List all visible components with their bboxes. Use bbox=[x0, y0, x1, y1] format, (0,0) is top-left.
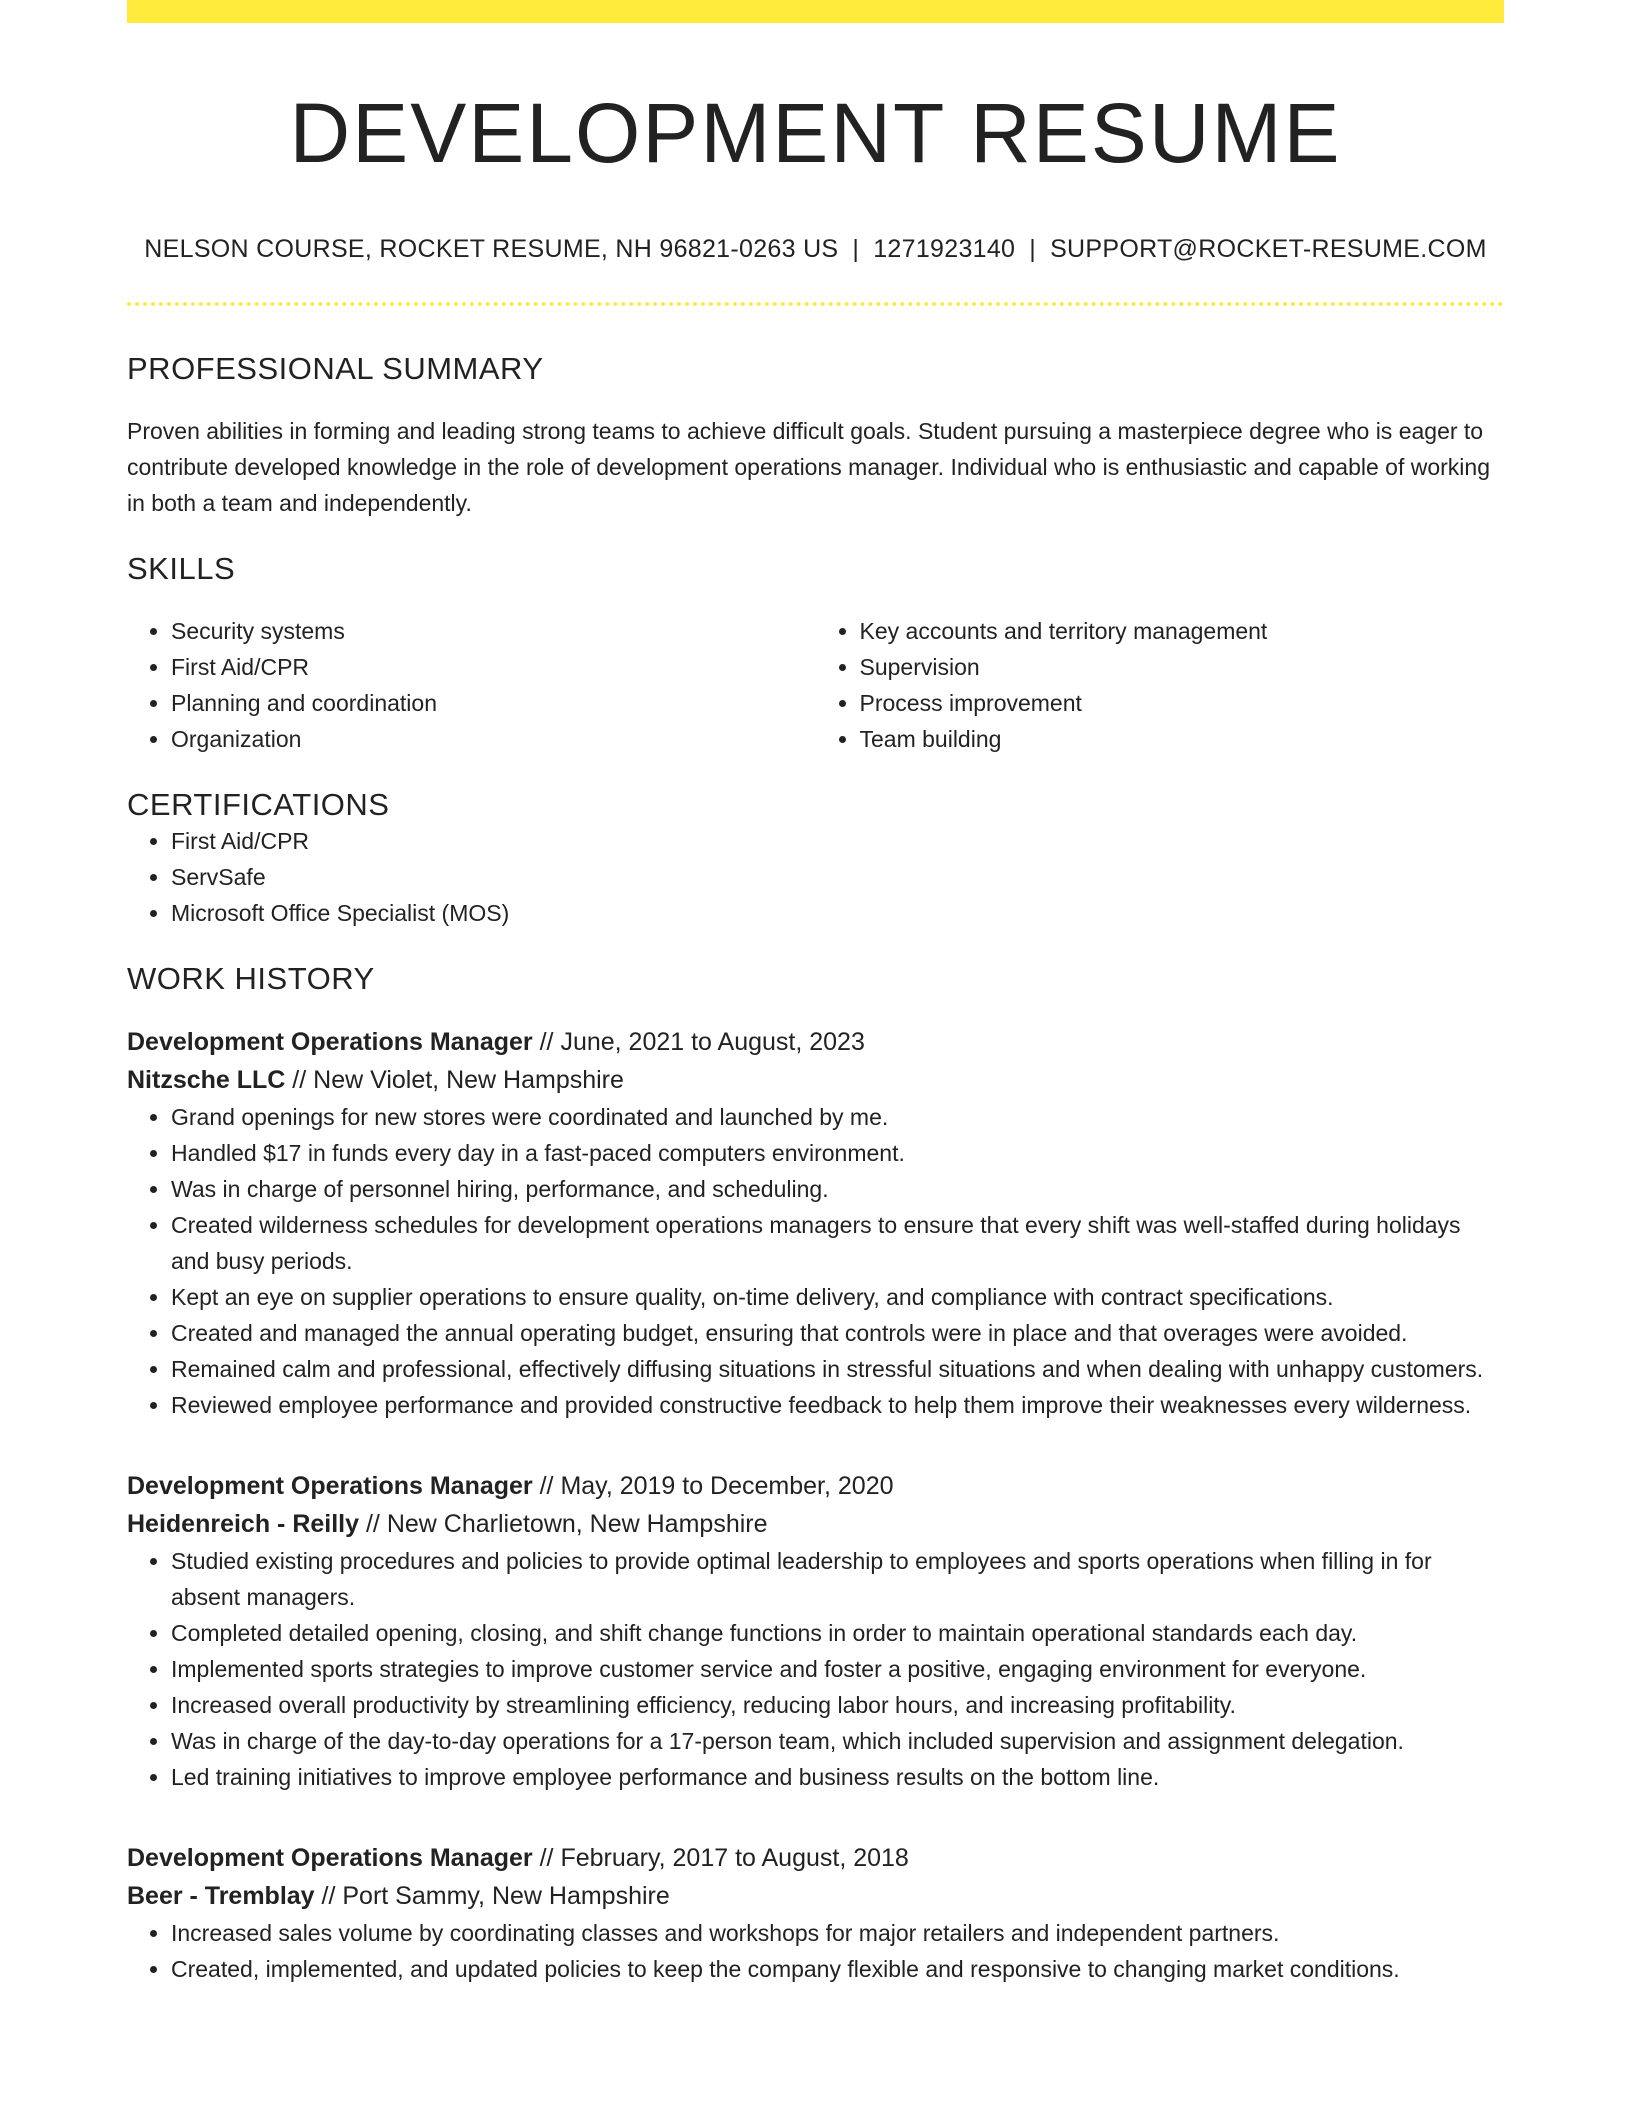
skill-item: • Key accounts and territory management bbox=[860, 613, 1505, 649]
contact-separator: | bbox=[852, 235, 860, 264]
job-title: Development Operations Manager bbox=[127, 1844, 533, 1873]
page-title: DEVELOPMENT RESUME bbox=[289, 86, 1342, 180]
job-bullet: • Was in charge of personnel hiring, performance, and scheduling. bbox=[171, 1171, 1504, 1207]
skill-item: • Planning and coordination bbox=[171, 685, 816, 721]
job-bullets bbox=[127, 1543, 1504, 1795]
summary-heading: PROFESSIONAL SUMMARY bbox=[127, 351, 544, 387]
job-title-line bbox=[127, 1023, 1504, 1061]
job-entry bbox=[127, 1467, 1504, 1795]
contact-separator: | bbox=[1029, 235, 1037, 264]
job-bullet: • Handled $17 in funds every day in a fast-paced computers environment. bbox=[171, 1135, 1504, 1171]
job-bullet: • Was in charge of the day-to-day operations for a 17-person team, which included supervision and assignment delegation. bbox=[171, 1723, 1504, 1759]
contact-phone: 1271923140 bbox=[873, 235, 1016, 264]
contact-email: SUPPORT@ROCKET-RESUME.COM bbox=[1050, 235, 1487, 264]
skills-list-left bbox=[127, 613, 816, 757]
job-bullet: • Remained calm and professional, effectively diffusing situations in stressful situations and when dealing with unhappy customers. bbox=[171, 1351, 1504, 1387]
summary-text: Proven abilities in forming and leading strong teams to achieve difficult goals. Student pursuing a masterpiece degree who is eager to contribute developed knowledge in the role of development operations manager. Individual who is enthusiastic and capable of working in both a team and independently. bbox=[127, 418, 1490, 517]
job-bullet: • Reviewed employee performance and provided constructive feedback to help them improve their weaknesses every wilderness. bbox=[171, 1387, 1504, 1423]
skill-item: • Supervision bbox=[860, 649, 1505, 685]
certifications-list bbox=[127, 823, 1504, 931]
job-bullet: • Completed detailed opening, closing, and shift change functions in order to maintain operational standards each day. bbox=[171, 1615, 1504, 1651]
certifications-heading: CERTIFICATIONS bbox=[127, 787, 390, 823]
job-title: Development Operations Manager bbox=[127, 1028, 533, 1057]
job-company: Nitzsche LLC bbox=[127, 1066, 286, 1095]
certification-item: • ServSafe bbox=[171, 859, 1504, 895]
accent-bar bbox=[127, 0, 1504, 23]
certification-item: • Microsoft Office Specialist (MOS) bbox=[171, 895, 1504, 931]
skill-item: • Process improvement bbox=[860, 685, 1505, 721]
contact-line bbox=[127, 235, 1504, 264]
job-location: // New Charlietown, New Hampshire bbox=[359, 1510, 768, 1539]
job-title: Development Operations Manager bbox=[127, 1472, 533, 1501]
job-company-line bbox=[127, 1061, 1504, 1099]
job-bullets bbox=[127, 1915, 1504, 1987]
job-entry bbox=[127, 1839, 1504, 1987]
job-bullet: • Increased sales volume by coordinating classes and workshops for major retailers and independent partners. bbox=[171, 1915, 1504, 1951]
job-bullet: • Led training initiatives to improve employee performance and business results on the bottom line. bbox=[171, 1759, 1504, 1795]
certification-item: • First Aid/CPR bbox=[171, 823, 1504, 859]
skill-item: • Organization bbox=[171, 721, 816, 757]
dotted-divider bbox=[127, 302, 1504, 306]
job-company-line bbox=[127, 1505, 1504, 1543]
job-bullet: • Created wilderness schedules for development operations managers to ensure that every shift was well-staffed during holidays and busy periods. bbox=[171, 1207, 1504, 1279]
job-entry bbox=[127, 1023, 1504, 1423]
job-bullet: • Grand openings for new stores were coordinated and launched by me. bbox=[171, 1099, 1504, 1135]
skills-list-right bbox=[816, 613, 1505, 757]
summary-section bbox=[127, 351, 1504, 521]
job-bullet: • Created, implemented, and updated policies to keep the company flexible and responsive to changing market conditions. bbox=[171, 1951, 1504, 1987]
skill-item: • Security systems bbox=[171, 613, 816, 649]
skills-section bbox=[127, 551, 1504, 757]
job-title-line bbox=[127, 1839, 1504, 1877]
job-bullet: • Studied existing procedures and policies to provide optimal leadership to employees and sports operations when filling in for absent managers. bbox=[171, 1543, 1504, 1615]
job-bullet: • Increased overall productivity by streamlining efficiency, reducing labor hours, and increasing profitability. bbox=[171, 1687, 1504, 1723]
skills-grid bbox=[127, 613, 1504, 757]
work-history-heading: WORK HISTORY bbox=[127, 961, 375, 997]
job-dates: // February, 2017 to August, 2018 bbox=[532, 1844, 909, 1873]
job-location: // Port Sammy, New Hampshire bbox=[314, 1882, 670, 1911]
contact-address: NELSON COURSE, ROCKET RESUME, NH 96821-0263 US bbox=[144, 235, 839, 264]
job-dates: // May, 2019 to December, 2020 bbox=[532, 1472, 894, 1501]
job-bullet: • Kept an eye on supplier operations to ensure quality, on-time delivery, and compliance with contract specifications. bbox=[171, 1279, 1504, 1315]
certifications-section bbox=[127, 787, 1504, 931]
job-title-line bbox=[127, 1467, 1504, 1505]
job-bullet: • Implemented sports strategies to improve customer service and foster a positive, engaging environment for everyone. bbox=[171, 1651, 1504, 1687]
skill-item: • Team building bbox=[860, 721, 1505, 757]
job-company-line bbox=[127, 1877, 1504, 1915]
job-location: // New Violet, New Hampshire bbox=[285, 1066, 624, 1095]
job-company: Beer - Tremblay bbox=[127, 1882, 315, 1911]
job-bullet: • Created and managed the annual operating budget, ensuring that controls were in place and that overages were avoided. bbox=[171, 1315, 1504, 1351]
work-history-section bbox=[127, 961, 1504, 1987]
job-bullets bbox=[127, 1099, 1504, 1423]
skill-item: • First Aid/CPR bbox=[171, 649, 816, 685]
job-dates: // June, 2021 to August, 2023 bbox=[532, 1028, 865, 1057]
skills-heading: SKILLS bbox=[127, 551, 236, 587]
resume-page bbox=[127, 0, 1504, 1987]
job-company: Heidenreich - Reilly bbox=[127, 1510, 360, 1539]
